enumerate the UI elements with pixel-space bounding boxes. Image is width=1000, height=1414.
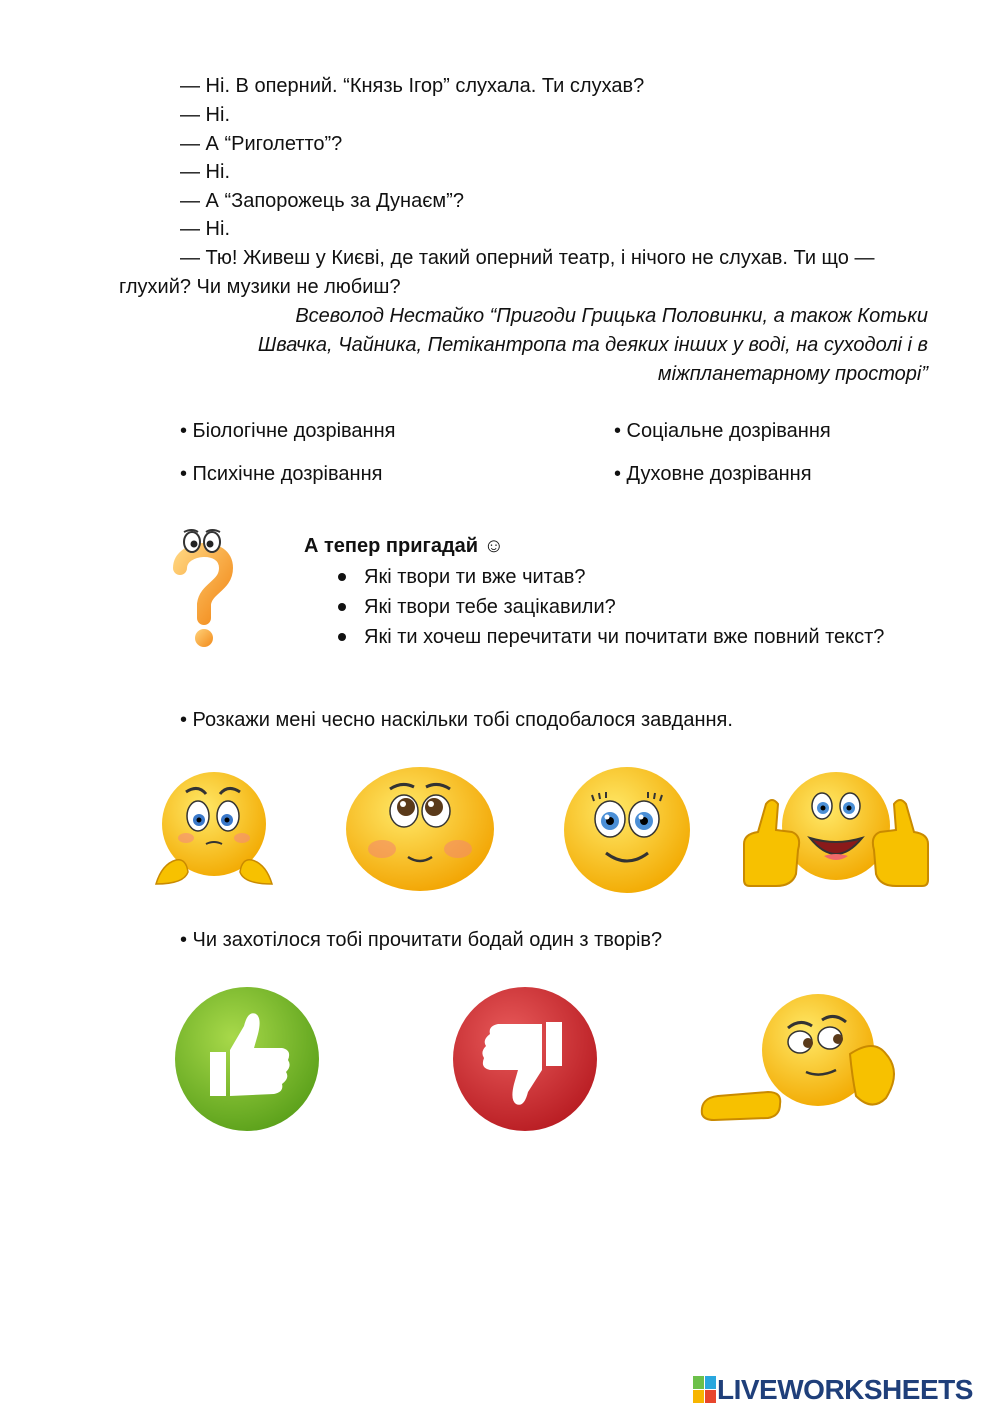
bullet-social: • Соціальне дозрівання	[614, 420, 831, 442]
emoji-shy-button[interactable]	[344, 765, 496, 893]
dialog-line-7: — Тю! Живеш у Києві, де такий оперний театр, і нічого не слухав. Ти що —	[180, 247, 875, 269]
emoji-thinking-button[interactable]	[696, 992, 906, 1124]
logo-text: LIVEWORKSHEETS	[717, 1374, 973, 1405]
dialog-line-6: — Ні.	[180, 218, 230, 240]
dialog-line-8: глухий? Чи музики не любиш?	[119, 276, 401, 298]
recall-question-2: Які твори тебе зацікавили?	[334, 592, 884, 622]
quote-line-2: Швачка, Чайника, Петікантропа та деяких інших у воді, на суходолі і в	[257, 334, 928, 356]
recall-question-3: Які ти хочеш перечитати чи почитати вже повний текст?	[334, 622, 884, 652]
quote-line-3: міжпланетарному просторі”	[657, 363, 928, 385]
bullet-biological: • Біологічне дозрівання	[180, 420, 396, 442]
bullet-psychic: • Психічне дозрівання	[180, 463, 383, 485]
rating-prompt: • Розкажи мені чесно наскільки тобі сподобалося завдання.	[180, 709, 733, 731]
liveworksheets-logo	[693, 1374, 973, 1406]
bullet-spiritual: • Духовне дозрівання	[614, 463, 812, 485]
like-button[interactable]	[174, 986, 320, 1132]
dialog-line-4: — Ні.	[180, 161, 230, 183]
live-badge-icon	[693, 1376, 717, 1404]
recall-question-1: Які твори ти вже читав?	[334, 562, 884, 592]
dialog-line-3: — А “Риголетто”?	[180, 133, 343, 155]
dialog-line-1: — Ні. В оперний. “Князь Ігор” слухала. Ти слухав?	[180, 75, 645, 97]
emoji-confused-button[interactable]	[152, 768, 276, 888]
quote-line-1: Всеволод Нестайко “Пригоди Грицька Половинки, а також Котьки	[295, 305, 928, 327]
emoji-smile-button[interactable]	[562, 765, 692, 895]
dislike-button[interactable]	[452, 986, 598, 1132]
question-mark-icon	[170, 528, 236, 652]
recall-title: А тепер пригадай ☺	[304, 535, 505, 557]
read-prompt: • Чи захотілося тобі прочитати бодай один з творів?	[180, 929, 663, 951]
recall-question-list	[334, 562, 884, 652]
dialog-line-5: — А “Запорожець за Дунаєм”?	[180, 190, 464, 212]
dialog-line-2: — Ні.	[180, 104, 230, 126]
emoji-thumbs-up-button[interactable]	[740, 770, 932, 892]
